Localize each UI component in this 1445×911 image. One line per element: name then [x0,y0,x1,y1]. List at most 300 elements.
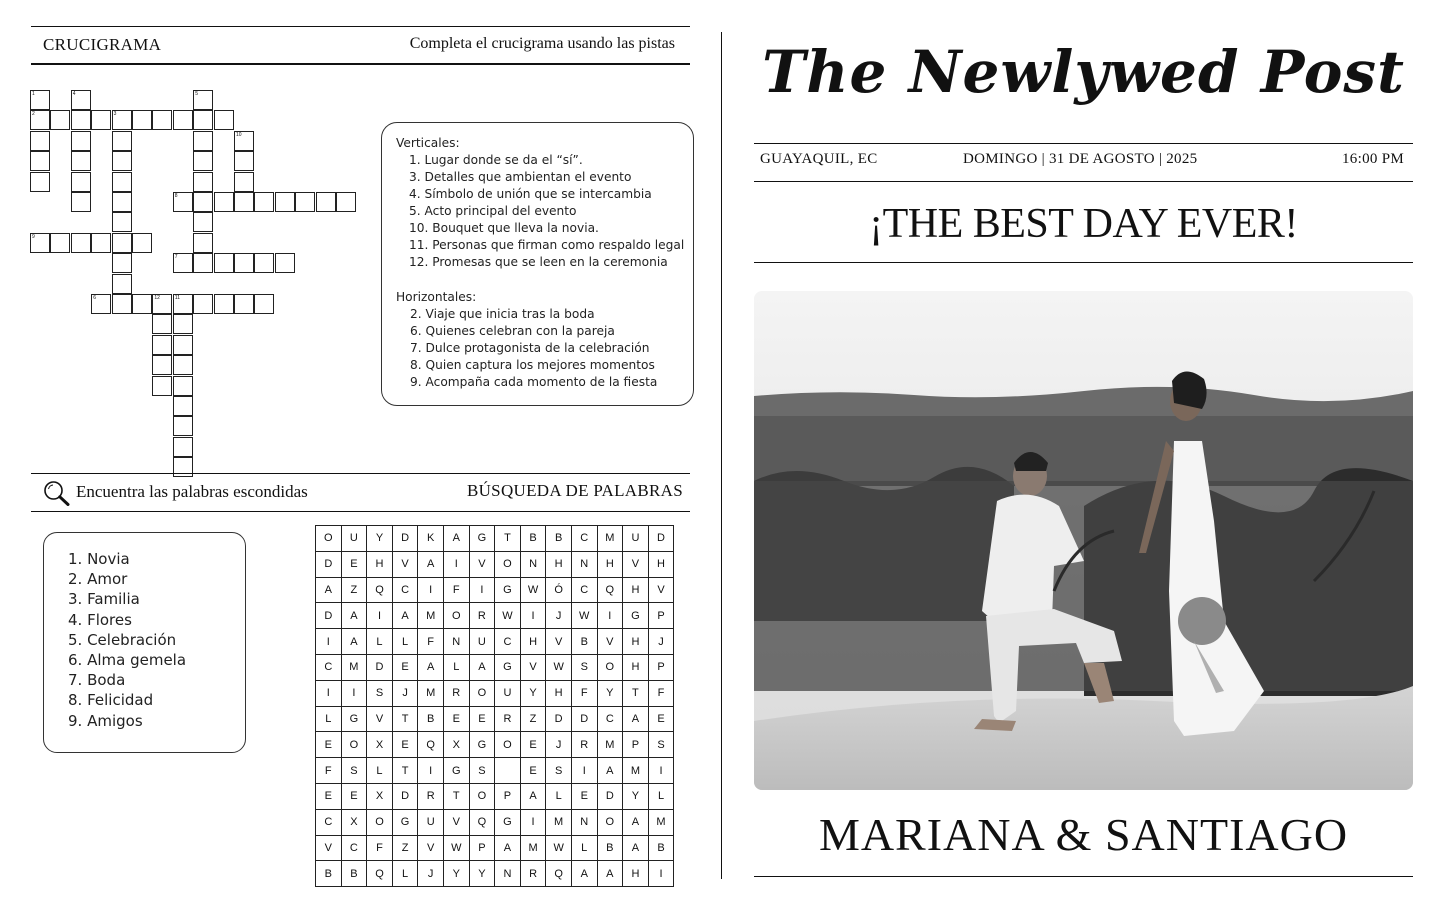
crossword-cell[interactable] [71,233,91,253]
wordsearch-cell[interactable]: H [597,551,623,577]
crossword-cell[interactable] [173,314,193,334]
crossword-cell[interactable] [50,110,70,130]
wordsearch-row [316,629,674,655]
wordsearch-cell[interactable]: T [392,706,418,732]
wordsearch-cell[interactable]: G [392,809,418,835]
wordsearch-cell[interactable]: P [648,654,674,680]
wordsearch-cell[interactable]: A [623,835,649,861]
wordsearch-cell[interactable]: L [316,706,342,732]
wordsearch-cell[interactable]: I [469,577,495,603]
wordsearch-cell[interactable]: Y [520,680,546,706]
dateline-location: GUAYAQUIL, EC [760,151,878,167]
crossword-clue-number: 6 [93,295,96,301]
wordsearch-cell[interactable]: W [443,835,469,861]
wordsearch-cell[interactable]: A [392,603,418,629]
wordsearch-cell[interactable]: B [648,835,674,861]
wordsearch-cell[interactable]: Z [392,835,418,861]
wordsearch-cell[interactable]: E [341,551,367,577]
wordsearch-cell[interactable]: K [418,526,444,552]
wordsearch-cell[interactable]: V [367,706,393,732]
crossword-cell[interactable] [254,253,274,273]
couple-proposal-photo [754,291,1413,790]
wordsearch-cell[interactable]: A [597,861,623,887]
wordsearch-cell[interactable]: W [546,654,572,680]
crossword-cell[interactable] [112,274,132,294]
wordsearch-cell[interactable]: G [469,526,495,552]
wordsearch-cell[interactable]: L [367,758,393,784]
crossword-cell[interactable] [91,294,111,314]
wordsearch-cell[interactable]: Y [469,861,495,887]
crossword-cell[interactable] [71,192,91,212]
crossword-clue-number: 7 [174,254,178,261]
wordsearch-cell[interactable]: I [648,758,674,784]
wordsearch-cell[interactable]: W [546,835,572,861]
crossword-cell[interactable] [336,192,356,212]
crossword-cell[interactable] [112,131,132,151]
wordsearch-cell[interactable]: O [469,680,495,706]
wordsearch-cell[interactable]: E [443,706,469,732]
crossword-cell[interactable] [112,192,132,212]
wordsearch-cell[interactable]: R [495,706,521,732]
crossword-cell[interactable] [173,457,193,477]
crossword-cell[interactable] [152,335,172,355]
wordsearch-cell[interactable]: T [392,758,418,784]
wordsearch-cell[interactable]: W [520,577,546,603]
crossword-cell[interactable] [234,151,254,171]
crossword-cell[interactable] [193,172,213,192]
wordsearch-cell[interactable]: U [341,526,367,552]
wordsearch-cell[interactable]: W [495,603,521,629]
wordsearch-cell[interactable]: C [571,526,597,552]
wordsearch-cell[interactable] [495,758,521,784]
wordsearch-cell[interactable]: G [341,706,367,732]
wordsearch-cell[interactable]: H [520,629,546,655]
wordsearch-cell[interactable]: T [443,783,469,809]
wordsearch-cell[interactable]: I [597,603,623,629]
wordsearch-cell[interactable]: G [495,809,521,835]
wordsearch-cell[interactable]: H [367,551,393,577]
wordsearch-cell[interactable]: O [367,809,393,835]
wordsearch-cell[interactable]: H [623,577,649,603]
wordsearch-cell[interactable]: B [571,629,597,655]
wordsearch-cell[interactable]: O [597,809,623,835]
wordsearch-cell[interactable]: R [418,783,444,809]
wordsearch-cell[interactable]: O [597,654,623,680]
wordsearch-cell[interactable]: X [367,732,393,758]
wordsearch-cell[interactable]: B [316,861,342,887]
wordsearch-cell[interactable]: S [648,732,674,758]
wordsearch-cell[interactable]: D [571,706,597,732]
wordsearch-cell[interactable]: S [469,758,495,784]
wordsearch-cell[interactable]: A [495,835,521,861]
wordsearch-cell[interactable]: O [316,526,342,552]
wordsearch-cell[interactable]: I [520,809,546,835]
crossword-cell[interactable] [295,192,315,212]
crossword-cell[interactable] [50,233,70,253]
wordsearch-cell[interactable]: S [367,680,393,706]
crossword-cell[interactable] [214,192,234,212]
wordsearch-cell[interactable]: B [520,526,546,552]
crossword-cell[interactable] [193,294,213,314]
crossword-cell[interactable] [173,437,193,457]
wordsearch-cell[interactable]: J [546,603,572,629]
crossword-cell[interactable] [152,110,172,130]
crossword-cell[interactable] [71,110,91,130]
wordsearch-cell[interactable]: H [546,680,572,706]
crossword-cell[interactable] [30,110,50,130]
wordsearch-cell[interactable]: I [341,680,367,706]
wordsearch-cell[interactable]: U [623,526,649,552]
crossword-cell[interactable] [173,110,193,130]
wordsearch-row [316,526,674,552]
wordsearch-cell[interactable]: M [623,758,649,784]
wordsearch-cell[interactable]: H [546,551,572,577]
wordsearch-cell[interactable]: H [623,654,649,680]
crossword-cell[interactable] [132,233,152,253]
wordsearch-cell[interactable]: V [443,809,469,835]
crossword-cell[interactable] [30,90,50,110]
crossword-cell[interactable] [71,151,91,171]
wordsearch-cell[interactable]: F [367,835,393,861]
page-divider [721,32,722,879]
wordsearch-cell[interactable]: V [623,551,649,577]
wordsearch-cell[interactable]: D [648,526,674,552]
crossword-cell[interactable] [173,396,193,416]
wordsearch-cell[interactable]: E [392,654,418,680]
clue-horizontal-6: 6. Quienes celebran con la pareja [410,324,615,338]
wordsearch-cell[interactable]: R [520,861,546,887]
wordsearch-cell[interactable]: J [546,732,572,758]
dateline-time: 16:00 PM [1342,151,1404,167]
wordsearch-cell[interactable]: I [443,551,469,577]
wordsearch-cell[interactable]: W [571,603,597,629]
couple-names: MARIANA & SANTIAGO [818,809,1349,860]
wordsearch-cell[interactable]: I [316,680,342,706]
wordsearch-cell[interactable]: O [443,603,469,629]
wordsearch-cell[interactable]: E [316,783,342,809]
wordsearch-row [316,680,674,706]
wordsearch-cell[interactable]: V [316,835,342,861]
crossword-cell[interactable] [234,131,254,151]
crossword-cell[interactable] [275,192,295,212]
wordsearch-cell[interactable]: I [418,577,444,603]
wordsearch-cell[interactable]: F [316,758,342,784]
crossword-cell[interactable] [214,253,234,273]
wordsearch-cell[interactable]: Z [520,706,546,732]
wordsearch-cell[interactable]: N [571,551,597,577]
wordsearch-cell[interactable]: D [597,783,623,809]
wordsearch-cell[interactable]: E [648,706,674,732]
crossword-title: CRUCIGRAMA [43,35,162,54]
wordsearch-cell[interactable]: Q [367,861,393,887]
wordsearch-cell[interactable]: H [623,629,649,655]
crossword-cell[interactable] [193,131,213,151]
crossword-cell[interactable] [193,212,213,232]
crossword-cell[interactable] [112,253,132,273]
wordsearch-cell[interactable]: U [469,629,495,655]
wordsearch-cell[interactable]: X [443,732,469,758]
crossword-cell[interactable] [152,314,172,334]
wordsearch-row [316,783,674,809]
crossword-cell[interactable] [71,90,91,110]
wordsearch-cell[interactable]: J [392,680,418,706]
wordsearch-cell[interactable]: A [623,706,649,732]
wordsearch-cell[interactable]: L [648,783,674,809]
crossword-cell[interactable] [112,110,132,130]
wordsearch-cell[interactable]: B [546,526,572,552]
wordsearch-cell[interactable]: C [495,629,521,655]
wordsearch-cell[interactable]: U [495,680,521,706]
crossword-cell[interactable] [193,192,213,212]
wordsearch-cell[interactable]: J [648,629,674,655]
clues-horizontales-heading: Horizontales: [396,290,477,304]
wordsearch-cell[interactable]: E [520,732,546,758]
crossword-cell[interactable] [112,294,132,314]
wordsearch-cell[interactable]: R [443,680,469,706]
crossword-cell[interactable] [30,151,50,171]
wordsearch-cell[interactable]: L [392,629,418,655]
crossword-cell[interactable] [193,151,213,171]
crossword-cell[interactable] [30,131,50,151]
wordsearch-cell[interactable]: Y [367,526,393,552]
wordsearch-cell[interactable]: A [571,861,597,887]
wordsearch-cell[interactable]: N [495,861,521,887]
wordsearch-cell[interactable]: A [418,551,444,577]
crossword-cell[interactable] [152,376,172,396]
word-item: 1. Novia [68,550,130,568]
crossword-cell[interactable] [30,172,50,192]
crossword-cell[interactable] [316,192,336,212]
wordsearch-cell[interactable]: E [469,706,495,732]
wordsearch-cell[interactable]: V [392,551,418,577]
wordsearch-cell[interactable]: A [341,629,367,655]
wordsearch-row [316,732,674,758]
wordsearch-cell[interactable]: L [392,861,418,887]
crossword-cell[interactable] [152,355,172,375]
crossword-cell[interactable] [193,253,213,273]
crossword-cell[interactable] [173,253,193,273]
crossword-cell[interactable] [254,294,274,314]
wordsearch-cell[interactable]: A [316,577,342,603]
wordsearch-cell[interactable]: V [597,629,623,655]
magnifier-icon [43,480,71,506]
crossword-cell[interactable] [152,294,172,314]
wordsearch-cell[interactable]: F [648,680,674,706]
crossword-cell[interactable] [193,110,213,130]
crossword-cell[interactable] [30,233,50,253]
crossword-cell[interactable] [214,294,234,314]
wordsearch-cell[interactable]: V [469,551,495,577]
crossword-cell[interactable] [234,253,254,273]
wordsearch-cell[interactable]: A [418,654,444,680]
wordsearch-cell[interactable]: R [469,603,495,629]
wordsearch-cell[interactable]: L [367,629,393,655]
crossword-cell[interactable] [112,212,132,232]
wordsearch-cell[interactable]: C [341,835,367,861]
wordsearch-cell[interactable]: Q [597,577,623,603]
wordsearch-cell[interactable]: E [392,732,418,758]
wordsearch-cell[interactable]: P [648,603,674,629]
wordsearch-cell[interactable]: E [571,783,597,809]
wordsearch-cell[interactable]: Q [469,809,495,835]
wordsearch-cell[interactable]: C [392,577,418,603]
wordsearch-cell[interactable]: P [495,783,521,809]
wordsearch-cell[interactable]: E [316,732,342,758]
wordsearch-cell[interactable]: N [520,551,546,577]
wordsearch-cell[interactable]: A [341,603,367,629]
wordsearch-cell[interactable]: Q [546,861,572,887]
wordsearch-cell[interactable]: D [546,706,572,732]
wordsearch-cell[interactable]: A [623,809,649,835]
wordsearch-cell[interactable]: H [623,861,649,887]
crossword-cell[interactable] [132,110,152,130]
wordsearch-cell[interactable]: G [623,603,649,629]
wordsearch-cell[interactable]: V [546,629,572,655]
wordsearch-cell[interactable]: Q [418,732,444,758]
crossword-cell[interactable] [91,233,111,253]
crossword-clue-number: 11 [174,295,180,301]
wordsearch-title: BÚSQUEDA DE PALABRAS [466,481,683,500]
wordsearch-cell[interactable]: A [469,654,495,680]
wordsearch-cell[interactable]: L [571,835,597,861]
crossword-cell[interactable] [173,335,193,355]
wordsearch-cell[interactable]: O [341,732,367,758]
crossword-cell[interactable] [173,294,193,314]
wordsearch-cell[interactable]: M [597,732,623,758]
wordsearch-cell[interactable]: M [520,835,546,861]
crossword-cell[interactable] [193,233,213,253]
crossword-cell[interactable] [173,192,193,212]
wordsearch-cell[interactable]: N [571,809,597,835]
crossword-subtitle: Completa el crucigrama usando las pistas [409,35,675,52]
wordsearch-cell[interactable]: M [418,603,444,629]
crossword-cell[interactable] [234,172,254,192]
wordsearch-cell[interactable]: Q [367,577,393,603]
wordsearch-cell[interactable]: J [418,861,444,887]
wordsearch-cell[interactable]: B [597,835,623,861]
crossword-cell[interactable] [234,192,254,212]
wordsearch-cell[interactable]: D [316,551,342,577]
crossword-clue-number: 9 [32,233,35,240]
wordsearch-cell[interactable]: M [546,809,572,835]
crossword-cell[interactable] [275,253,295,273]
wordsearch-cell[interactable]: M [341,654,367,680]
crossword-cell[interactable] [254,192,274,212]
wordsearch-cell[interactable]: C [316,654,342,680]
wordsearch-cell[interactable]: R [571,732,597,758]
wordsearch-cell[interactable]: B [341,861,367,887]
wordsearch-cell[interactable]: S [341,758,367,784]
wordsearch-cell[interactable]: X [341,809,367,835]
wordsearch-cell[interactable]: I [520,603,546,629]
wordsearch-cell[interactable]: O [469,783,495,809]
wordsearch-cell[interactable]: O [495,732,521,758]
wordsearch-cell[interactable]: G [495,577,521,603]
crossword-cell[interactable] [193,90,213,110]
wordsearch-cell[interactable]: I [367,603,393,629]
wordsearch-cell[interactable]: S [571,654,597,680]
wordsearch-cell[interactable]: U [418,809,444,835]
crossword-cell[interactable] [173,355,193,375]
wordsearch-cell[interactable]: Y [443,861,469,887]
wordsearch-cell[interactable]: M [418,680,444,706]
wordsearch-cell[interactable]: A [597,758,623,784]
wordsearch-cell[interactable]: D [392,526,418,552]
crossword-cell[interactable] [234,294,254,314]
crossword-clue-number: 3 [113,111,117,118]
wordsearch-cell[interactable]: Z [341,577,367,603]
wordsearch-cell[interactable]: E [341,783,367,809]
crossword-cell[interactable] [71,172,91,192]
wordsearch-cell[interactable]: A [443,526,469,552]
crossword-clues-box [381,122,694,406]
wordsearch-cell[interactable]: F [418,629,444,655]
wordsearch-cell[interactable]: L [443,654,469,680]
crossword-cell[interactable] [132,294,152,314]
wordsearch-cell[interactable]: G [495,654,521,680]
crossword-cell[interactable] [91,110,111,130]
wordsearch-cell[interactable]: C [316,809,342,835]
wordsearch-cell[interactable]: X [367,783,393,809]
wordsearch-cell[interactable]: N [443,629,469,655]
wordsearch-cell[interactable]: D [392,783,418,809]
wordsearch-cell[interactable]: Ó [546,577,572,603]
wordsearch-cell[interactable]: E [520,758,546,784]
wordsearch-cell[interactable]: F [571,680,597,706]
wordsearch-cell[interactable]: D [367,654,393,680]
wordsearch-cell[interactable]: I [571,758,597,784]
wordsearch-cell[interactable]: S [546,758,572,784]
wordsearch-cell[interactable]: H [648,551,674,577]
wordsearch-cell[interactable]: G [469,732,495,758]
wordsearch-cell[interactable]: I [418,758,444,784]
wordsearch-cell[interactable]: T [495,526,521,552]
wordsearch-cell[interactable]: O [495,551,521,577]
wordsearch-cell[interactable]: D [316,603,342,629]
wordsearch-cell[interactable]: M [648,809,674,835]
wordsearch-cell[interactable]: V [520,654,546,680]
wordsearch-cell[interactable]: V [418,835,444,861]
crossword-cell[interactable] [173,416,193,436]
crossword-cell[interactable] [173,376,193,396]
wordsearch-cell[interactable]: I [648,861,674,887]
crossword-cell[interactable] [112,172,132,192]
crossword-cell[interactable] [112,151,132,171]
wordsearch-cell[interactable]: F [443,577,469,603]
crossword-clue-number: 10 [236,131,242,138]
wordsearch-cell[interactable]: I [316,629,342,655]
wordsearch-cell[interactable]: Y [623,783,649,809]
wordsearch-row [316,809,674,835]
wordsearch-cell[interactable]: L [546,783,572,809]
wordsearch-cell[interactable]: T [623,680,649,706]
wordsearch-cell[interactable]: V [648,577,674,603]
crossword-cell[interactable] [112,233,132,253]
wordsearch-cell[interactable]: P [623,732,649,758]
wordsearch-cell[interactable]: B [418,706,444,732]
wordsearch-cell[interactable]: C [597,706,623,732]
wordsearch-cell[interactable]: M [597,526,623,552]
masthead-rule-top [754,143,1413,144]
wordsearch-cell[interactable]: Y [597,680,623,706]
clues-verticales-heading: Verticales: [396,136,460,150]
wordsearch-cell[interactable]: C [571,577,597,603]
crossword-cell[interactable] [71,131,91,151]
wordsearch-cell[interactable]: G [443,758,469,784]
wordsearch-cell[interactable]: A [520,783,546,809]
wordsearch-cell[interactable]: P [469,835,495,861]
crossword-cell[interactable] [214,110,234,130]
